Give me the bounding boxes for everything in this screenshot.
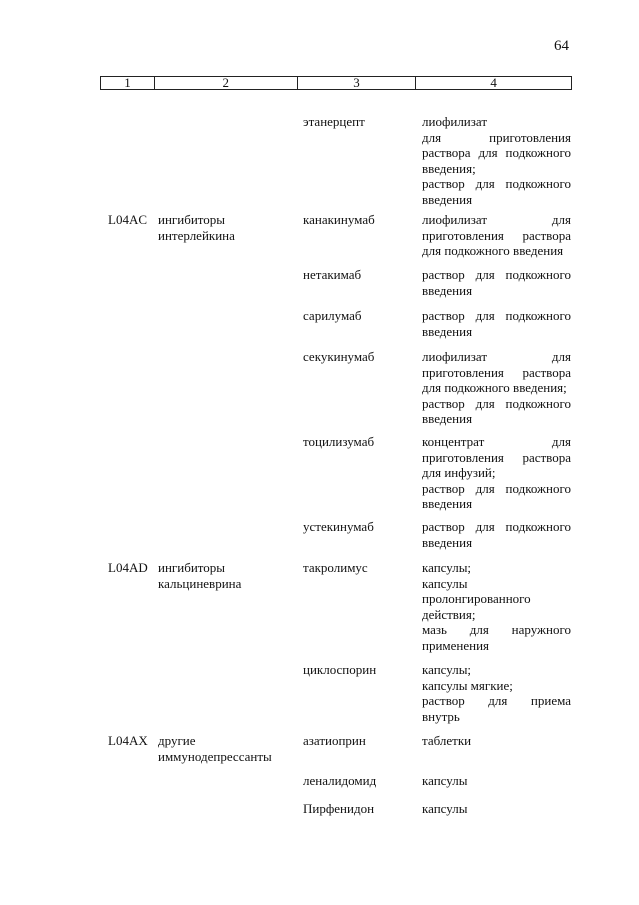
drug-name: сарилумаб [303,308,362,323]
dosage-forms [422,267,571,298]
dosage-form-line: раствор для подкожного [422,267,571,282]
atc-group-line: кальциневрина [158,575,242,591]
dosage-form-line: внутрь [422,708,460,724]
dosage-form-line: введения [422,323,473,339]
column-header-1: 1 [101,77,155,90]
atc-group-name [158,733,288,764]
drug-name: канакинумаб [303,212,375,227]
drug-name: нетакимаб [303,267,362,282]
drug-name: такролимус [303,560,368,575]
dosage-forms [422,560,571,654]
dosage-form-line: для приготовления [422,129,571,145]
dosage-form-line: для инфузий; [422,465,496,481]
column-header-4: 4 [416,77,572,90]
dosage-form-line: мазь для наружного [422,622,571,638]
dosage-form-line: раствор для подкожного [422,395,571,411]
dosage-form-line: приготовления раствора [422,364,571,380]
dosage-form-line: введения; [422,160,476,176]
atc-group-line: иммунодепрессанты [158,748,272,764]
dosage-form-line: капсулы [422,773,468,788]
dosage-form-line: раствор для подкожного [422,519,571,534]
atc-code: L04AD [108,560,148,575]
drug-name: этанерцепт [303,114,365,129]
dosage-form-line: для подкожного введения; [422,380,567,396]
dosage-form-line: капсулы [422,801,468,816]
dosage-form-line: лиофилизат для [422,349,571,364]
dosage-form-line: таблетки [422,733,472,748]
dosage-form-line: для подкожного введения [422,243,564,259]
dosage-form-line: лиофилизат [422,114,488,129]
dosage-form-line: введения [422,496,473,512]
dosage-form-line: приготовления раствора [422,227,571,243]
dosage-form-line: введения [422,191,473,207]
dosage-form-line: капсулы [422,575,468,591]
drug-name: тоцилизумаб [303,434,375,449]
drug-name: азатиоприн [303,733,366,748]
column-header-3: 3 [297,77,416,90]
atc-group-name [158,212,288,243]
atc-group-line: ингибиторы [158,560,226,575]
dosage-form-line: раствор для подкожного [422,176,571,192]
atc-group-line: интерлейкина [158,227,235,243]
dosage-forms [422,519,571,550]
dosage-form-line: введения [422,411,473,427]
dosage-form-line: раствор для приема [422,693,571,709]
atc-code: L04AX [108,733,148,748]
dosage-form-line: капсулы; [422,560,472,575]
dosage-form-line: действия; [422,606,476,622]
drug-name: секукинумаб [303,349,375,364]
page-number: 64 [554,38,569,54]
dosage-forms [422,349,571,427]
dosage-forms [422,114,571,208]
atc-code: L04AC [108,212,147,227]
atc-group-name [158,560,288,591]
column-header-2: 2 [154,77,297,90]
dosage-form-line: приготовления раствора [422,449,571,465]
dosage-form-line: введения [422,282,473,298]
atc-group-line: другие [158,733,196,748]
dosage-form-line: введения [422,534,473,550]
drug-name: циклоспорин [303,662,377,677]
dosage-form-line: раствора для подкожного [422,145,571,161]
dosage-form-line: концентрат для [422,434,571,449]
dosage-form-line: применения [422,637,490,653]
dosage-form-line: раствор для подкожного [422,480,571,496]
dosage-forms [422,733,571,749]
dosage-forms [422,801,571,817]
dosage-form-line: капсулы; [422,662,472,677]
atc-group-line: ингибиторы [158,212,226,227]
dosage-form-line: капсулы мягкие; [422,677,513,693]
dosage-forms [422,212,571,259]
drug-name: устекинумаб [303,519,374,534]
dosage-form-line: раствор для подкожного [422,308,571,323]
dosage-forms [422,662,571,724]
dosage-form-line: пролонгированного [422,591,531,607]
drug-name: леналидомид [303,773,377,788]
drug-name: Пирфенидон [303,801,375,816]
dosage-form-line: лиофилизат для [422,212,571,227]
dosage-forms [422,434,571,512]
dosage-forms [422,773,571,789]
dosage-forms [422,308,571,339]
